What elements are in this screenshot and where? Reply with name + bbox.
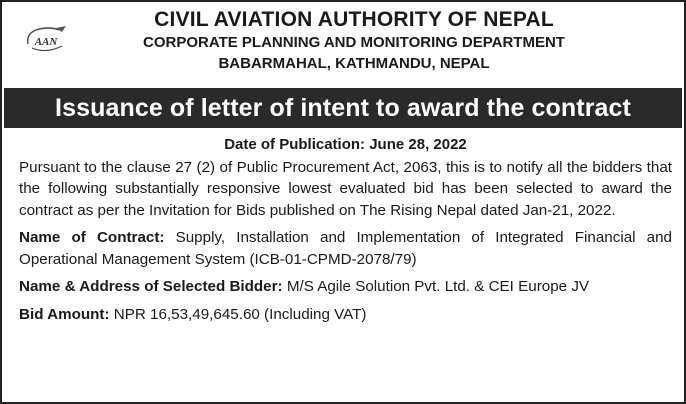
publication-date: Date of Publication: June 28, 2022 xyxy=(224,136,467,153)
notice-body xyxy=(19,134,672,331)
header xyxy=(2,8,684,74)
organization-name: CIVIL AVIATION AUTHORITY OF NEPAL xyxy=(154,8,554,31)
address: BABARMAHAL, KATHMANDU, NEPAL xyxy=(218,55,490,72)
department-name: CORPORATE PLANNING AND MONITORING DEPARTMENT xyxy=(143,34,565,51)
amount-value: NPR 16,53,49,645.60 (Including VAT) xyxy=(109,305,367,323)
amount-paragraph xyxy=(19,304,672,326)
contract-paragraph xyxy=(19,227,672,270)
bidder-value: M/S Agile Solution Pvt. Ltd. & CEI Europe JV xyxy=(282,278,590,295)
amount-label: Bid Amount: xyxy=(19,305,110,323)
bidder-label: Name & Address of Selected Bidder: xyxy=(19,278,283,295)
logo-text: AAN xyxy=(34,36,58,48)
notice-title-banner: Issuance of letter of intent to award the contract xyxy=(4,88,682,128)
bidder-paragraph xyxy=(19,276,672,298)
contract-label: Name of Contract: xyxy=(19,229,165,246)
contract-value: Supply, Installation and Implementation of Integrated Financial and Operational Management System (ICB-01-CPMD-2078/79) xyxy=(19,229,673,268)
intro-paragraph: Pursuant to the clause 27 (2) of Public Procurement Act, 2063, this is to notify all the bidders that the following substantially responsive lowest evaluated bid has been selected to award the contract as per the Invitation for Bids published on The Rising Nepal dated Jan-21, 2022. xyxy=(19,158,672,219)
